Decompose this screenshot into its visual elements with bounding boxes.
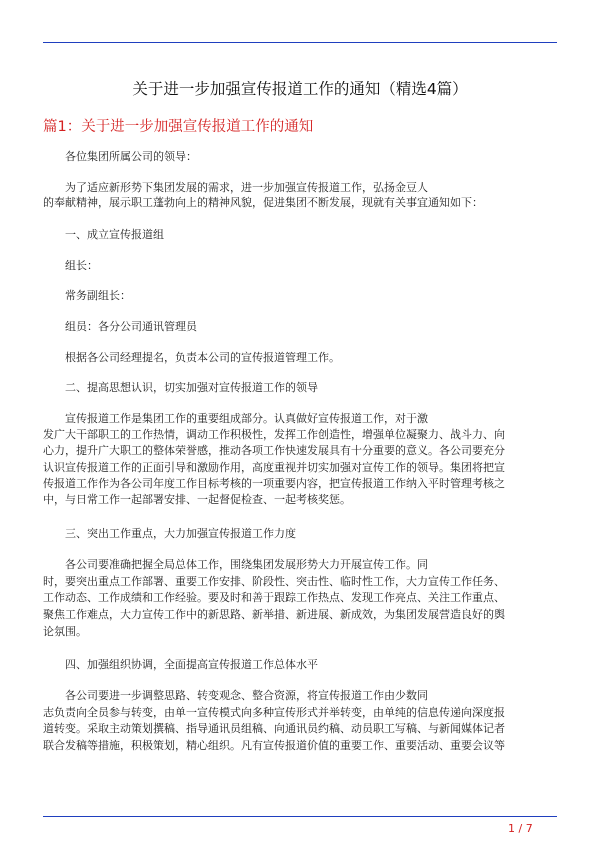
body-line: 传报道工作作为各公司年度工作目标考核的一项重要内容，把宣传报道工作纳入平时管理考核之: [43, 477, 505, 490]
body-line: 志负责向全员参与转变，由单一宣传模式向多种宣传形式并举转变，由单纯的信息传递向深度报: [43, 706, 505, 719]
body-line: 各位集团所属公司的领导：: [65, 150, 197, 163]
top-rule: [43, 42, 557, 43]
body-line: 组员：各分公司通讯管理员: [65, 320, 197, 333]
body-line: 中，与日常工作一起部署安排、一起督促检查、一起考核奖惩。: [43, 493, 351, 506]
page-number: 1 / 7: [508, 822, 533, 835]
body-line: 各公司要准确把握全局总体工作，围绕集团发展形势大力开展宣传工作。同: [65, 558, 428, 571]
body-line: 道转变。采取主动策划撰稿、指导通讯员组稿、向通讯员约稿、动员职工写稿、与新闻媒体记者: [43, 722, 505, 735]
body-line: 组长：: [65, 259, 98, 272]
body-line: 聚焦工作难点，大力宣传工作中的新思路、新举措、新进展、新成效，为集团发展营造良好的舆: [43, 608, 505, 621]
body-line: 时，要突出重点工作部署、重要工作安排、阶段性、突击性、临时性工作，大力宣传工作任务、: [43, 575, 505, 588]
body-line: 宣传报道工作是集团工作的重要组成部分。认真做好宣传报道工作，对于激: [65, 412, 428, 425]
document-title: 关于进一步加强宣传报道工作的通知（精选4篇）: [132, 80, 468, 98]
body-line: 的奉献精神，展示职工蓬勃向上的精神风貌，促进集团不断发展，现就有关事宜通知如下：: [43, 196, 483, 209]
body-line: 工作动态、工作成绩和工作经验。要及时和善于跟踪工作热点、发现工作亮点、关注工作重点、: [43, 591, 505, 604]
body-line: 根据各公司经理提名，负责本公司的宣传报道管理工作。: [65, 351, 340, 364]
bottom-rule: [43, 816, 557, 817]
body-line: 认识宣传报道工作的正面引导和激励作用，高度重视并切实加强对宣传工作的领导。集团将把宣: [43, 461, 505, 474]
body-line: 为了适应新形势下集团发展的需求，进一步加强宣传报道工作，弘扬金豆人: [65, 181, 428, 194]
body-line: 心力，提升广大职工的整体荣誉感，推动各项工作快速发展具有十分重要的意义。各公司要充分: [43, 444, 505, 457]
body-line: 常务副组长：: [65, 289, 131, 302]
body-line: 四、加强组织协调，全面提高宣传报道工作总体水平: [65, 658, 318, 671]
body-line: 三、突出工作重点，大力加强宣传报道工作力度: [65, 527, 296, 540]
body-line: 一、成立宣传报道组: [65, 228, 164, 241]
body-line: 各公司要进一步调整思路、转变观念、整合资源，将宣传报道工作由少数同: [65, 689, 428, 702]
body-line: 论氛围。: [43, 625, 87, 638]
body-line: 二、提高思想认识，切实加强对宣传报道工作的领导: [65, 381, 318, 394]
body-line: 联合发稿等措施，积极策划，精心组织。凡有宣传报道价值的重要工作、重要活动、重要会议等: [43, 739, 505, 752]
body-line: 发广大干部职工的工作热情，调动工作积极性，发挥工作创造性，增强单位凝聚力、战斗力、向: [43, 428, 505, 441]
section-heading: 篇1：关于进一步加强宣传报道工作的通知: [43, 119, 314, 135]
